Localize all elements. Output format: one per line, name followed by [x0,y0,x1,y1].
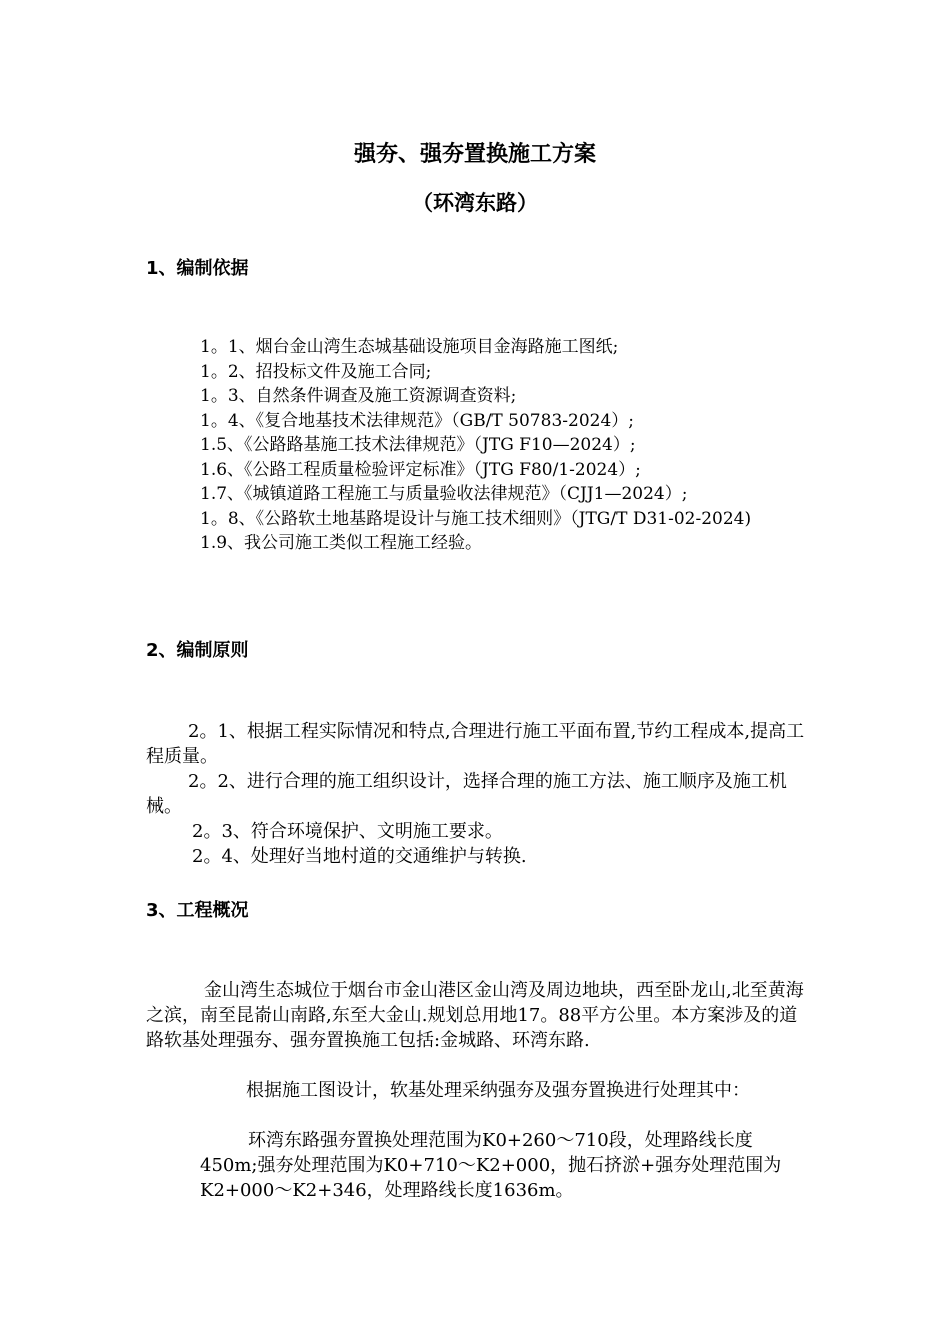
list-item: 1.9、我公司施工类似工程施工经验。 [200,533,483,553]
document-subtitle: （环湾东路） [412,191,538,215]
list-item: 1.7、《城镇道路工程施工与质量验收法律规范》（CJJ1—2024）; [200,484,688,504]
principle-paragraph: 2。3、符合环境保护、文明施工要求。 [192,821,503,842]
document-title: 强夯、强夯置换施工方案 [353,142,596,167]
list-item: 1。8、《公路软土地基路堤设计与施工技术细则》（JTG/T D31-02-2024) [200,508,752,529]
overview-paragraph: 金山湾生态城位于烟台市金山港区金山湾及周边地块，西至卧龙山,北至黄海之滨，南至昆嵛山南路,东至大金山.规划总用地17。88平方公里。本方案涉及的道路软基处理强夯、强夯置换施工包括:金城路、环湾东路. [146,980,804,1051]
principle-paragraph: 2。2、进行合理的施工组织设计，选择合理的施工方法、施工顺序及施工机械。 [146,771,787,817]
list-item: 1。2、招投标文件及施工合同; [200,361,432,382]
basis-list [200,335,820,556]
list-item: 1.6、《公路工程质量检验评定标准》（JTG F80/1-2024）; [200,459,641,480]
section-heading-basis: 1、编制依据 [146,258,249,279]
list-item: 1。3、自然条件调查及施工资源调查资料; [200,386,517,406]
list-item: 1。4、《复合地基技术法律规范》（GB/T 50783-2024）; [200,410,634,431]
list-item: 1.5、《公路路基施工技术法律规范》（JTG F10—2024）; [200,435,636,455]
principle-paragraph: 2。4、处理好当地村道的交通维护与转换. [192,846,527,867]
list-item: 1。1、烟台金山湾生态城基础设施项目金海路施工图纸; [200,337,619,357]
overview-paragraph: 环湾东路强夯置换处理范围为K0+260～710段，处理路线长度450m;强夯处理范围为K0+710～K2+000，抛石挤淤+强夯处理范围为K2+000～K2+346，处理路线长度1636m。 [200,1130,782,1201]
section-heading-principles: 2、编制原则 [146,640,249,661]
overview-paragraph: 根据施工图设计，软基处理采纳强夯及强夯置换进行处理其中： [246,1080,750,1101]
section-heading-overview: 3、工程概况 [146,900,249,921]
principle-paragraph: 2。1、根据工程实际情况和特点,合理进行施工平面布置,节约工程成本,提高工程质量。 [146,721,805,767]
